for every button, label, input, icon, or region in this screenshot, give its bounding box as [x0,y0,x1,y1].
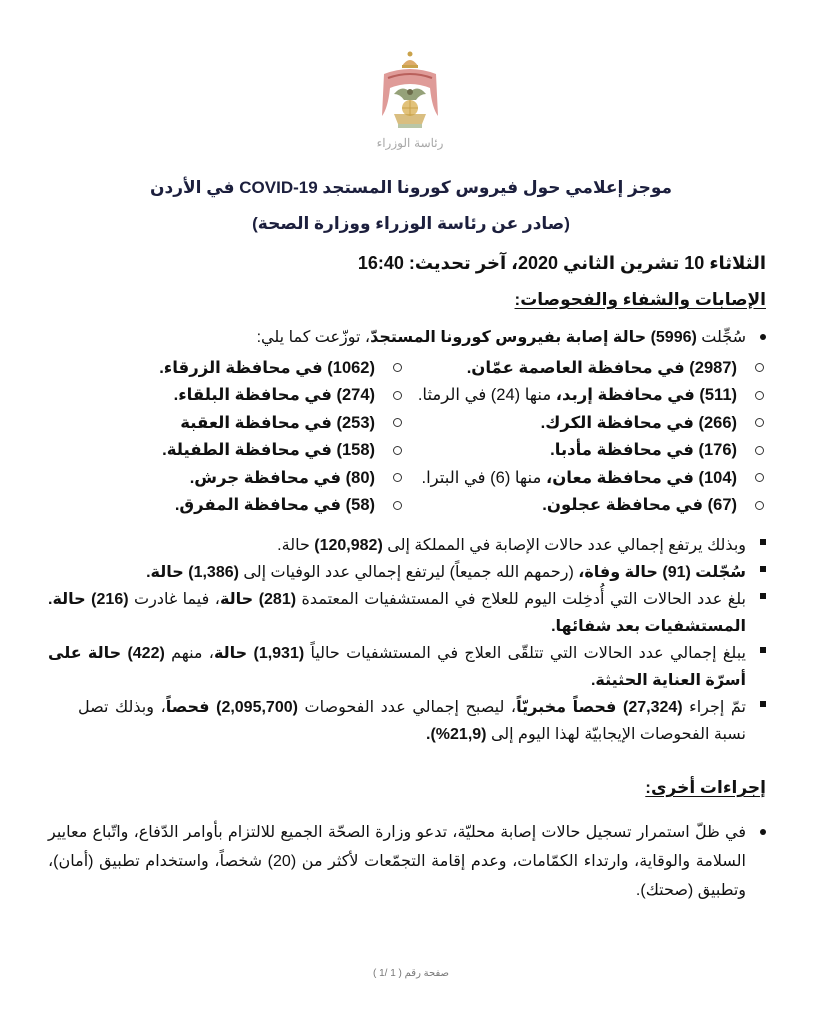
bullet-ring-icon [393,446,402,455]
gov-count: (176) [698,441,737,460]
bold-run: (422) حالة على أسرّة العناية الحثيثة. [48,645,746,689]
gov-label: في محافظة الكرك. [540,413,699,432]
bullet-disc-icon [760,829,766,835]
gov-label: في محافظة العقبة [180,413,337,432]
gov-count: (2987) [689,358,737,377]
bold-run: سُجّلت (91) حالة وفاة، [578,564,746,581]
bold-run: (120,982) [314,537,383,554]
totals-item-admissions [48,586,766,640]
bullet-ring-icon [393,501,402,510]
governorate-item [418,354,764,382]
gov-label: في محافظة عجلون. [542,496,708,515]
gov-label: في محافظة معان، [545,468,699,487]
bullet-ring-icon [755,363,764,372]
governorate-item [418,437,764,465]
gov-count: (58) [345,496,375,515]
gov-count: (1062) [327,358,375,377]
totals-item-tests [48,694,766,748]
bullet-ring-icon [755,418,764,427]
gov-label: في محافظة الزرقاء. [159,358,328,377]
gov-count: (104) [698,468,737,487]
bullet-ring-icon [393,391,402,400]
gov-label: في محافظة الطفيلة. [162,441,337,460]
bullet-square-icon [760,566,766,572]
bold-run: (1,386) حالة. [146,564,239,581]
totals-item-cases [48,532,766,559]
text-run: تمّ إجراء [682,699,747,716]
cases-lead-text [257,327,746,347]
bullet-square-icon [760,539,766,545]
other-measures-list [48,818,766,905]
governorate-item [159,464,402,492]
other-measures-item [48,818,766,905]
governorate-item [418,409,764,437]
governorates-column-left [159,354,402,519]
document-title: موجز إعلامي حول فيروس كورونا المستجد COVID-19 في الأردن [149,178,673,197]
gov-label: في محافظة العاصمة عمّان. [466,358,690,377]
gov-extra: منها (24) في الرمثا. [417,386,556,405]
totals-item-hospitalized [48,640,766,694]
bullet-ring-icon [755,446,764,455]
emblem-caption: رئاسة الوزراء [376,136,444,150]
governorate-item [159,437,402,465]
bullet-square-icon [760,593,766,599]
gov-count: (67) [707,496,737,515]
governorate-item [418,464,764,492]
governorate-item [159,409,402,437]
document-subtitle: (صادر عن رئاسة الوزراء ووزارة الصحة) [252,214,570,233]
text-run: ، ليصبح إجمالي عدد الفحوصات [297,699,517,716]
lead-prefix: سُجِّلت [696,329,746,346]
gov-count: (158) [336,441,375,460]
bullet-ring-icon [755,473,764,482]
bold-run: (2,095,700) فحصاً [165,699,298,716]
bullet-ring-icon [393,418,402,427]
other-measures-text: في ظلّ استمرار تسجيل حالات إصابة محليّة، تدعو وزارة الصحّة الجميع للالتزام بأوامر الدّفاع، واتّباع معايير السلامة والوقاية، وارتداء الكمّامات، وعدم إقامة التجمّعات لأكثر من (20) شخصاً، واستخدام تطبيق (أمان)، وتطبيق (صحتك). [48,824,747,899]
gov-count: (80) [345,468,375,487]
jordan-emblem-logo [372,48,448,164]
text-run: حالة. [277,537,315,554]
governorate-item [418,382,764,410]
governorates-column-right [418,354,764,519]
gov-label: في محافظة إربد، [555,386,700,405]
governorate-item [159,492,402,520]
gov-label: في محافظة البلقاء. [173,386,337,405]
gov-count: (511) [699,386,737,405]
bullet-ring-icon [393,473,402,482]
bullet-square-icon [760,647,766,653]
bullet-ring-icon [755,501,764,510]
totals-list [48,532,766,748]
gov-label: في محافظة جرش. [189,468,346,487]
gov-count: (266) [698,413,737,432]
dateline: الثلاثاء 10 تشرين الثاني 2020، آخر تحديث: 16:40 [357,253,766,273]
lead-bold: (5996) حالة إصابة بفيروس كورونا المستجدّ [370,329,697,346]
bold-run: (27,324) فحصاً مخبريّاً [516,699,683,716]
bullet-disc-icon [760,334,766,340]
text-run: ، منهم [164,645,214,662]
text-run: ، وبذلك تصل نسبة الفحوصات الإيجابيّة لهذا اليوم إلى [78,699,746,743]
text-run: ، فيما غادرت [128,591,220,608]
section-heading-cases: الإصابات والشفاء والفحوصات: [514,290,766,309]
bold-run: (21,9%). [426,726,487,743]
gov-label: في محافظة مأدبا. [550,441,699,460]
totals-item-deaths [48,559,766,586]
gov-label: في محافظة المفرق. [174,496,346,515]
text-run: وبذلك يرتفع إجمالي عدد حالات الإصابة في المملكة إلى [382,537,746,554]
bold-run: (281) حالة [219,591,297,608]
text-run: يبلغ إجمالي عدد الحالات التي تتلقّى العلاج في المستشفيات حالياً [304,645,746,662]
bullet-ring-icon [755,391,764,400]
gov-count: (274) [336,386,375,405]
bold-run: (1,931) حالة [213,645,305,662]
page-number: صفحة رقم ( 1 /1 ) [372,968,450,979]
cases-lead-item [257,327,766,347]
bullet-ring-icon [393,363,402,372]
governorate-item [418,492,764,520]
lead-suffix: ، توزّعت كما يلي: [256,329,371,346]
text-run: بلغ عدد الحالات التي أُدخِلت اليوم للعلاج في المستشفيات المعتمدة [296,591,746,608]
section-heading-other-measures: إجراءات أخرى: [645,778,766,797]
gov-count: (253) [336,413,375,432]
governorate-item [159,382,402,410]
gov-extra: منها (6) في البترا. [421,468,546,487]
bullet-square-icon [760,701,766,707]
bold-run: (216) حالة. المستشفيات بعد شفائها. [48,591,746,635]
text-run: (رحمهم الله جميعاً) ليرتفع إجمالي عدد الوفيات إلى [238,564,579,581]
governorate-item [159,354,402,382]
